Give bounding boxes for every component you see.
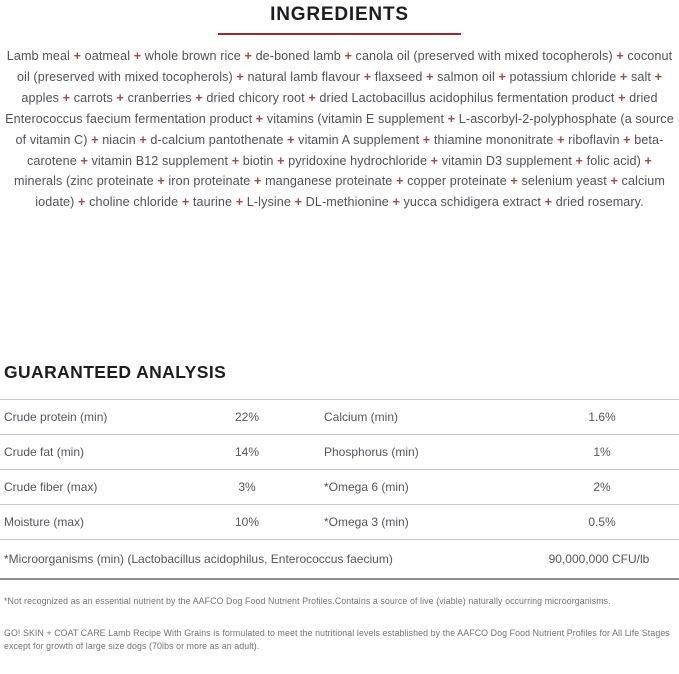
plus-separator: +	[254, 174, 262, 189]
nutrient-label: *Microorganisms (min) (Lactobacillus acidophilus, Enterococcus faecium)	[4, 552, 393, 567]
plus-separator: +	[557, 132, 565, 147]
nutrient-value: 14%	[234, 445, 260, 460]
plus-separator: +	[139, 132, 147, 147]
plus-separator: +	[654, 69, 663, 84]
plus-separator: +	[363, 69, 372, 84]
plus-separator: +	[181, 195, 190, 210]
plus-separator: +	[510, 174, 518, 189]
plus-separator: +	[619, 69, 628, 84]
plus-separator: +	[73, 49, 82, 63]
nutrient-label: Crude fat (min)	[4, 445, 85, 460]
nutrient-value: 0.5%	[588, 515, 616, 530]
plus-separator: +	[430, 153, 439, 168]
plus-separator: +	[610, 174, 618, 189]
plus-separator: +	[244, 49, 252, 63]
plus-separator: +	[91, 132, 99, 147]
plus-separator: +	[78, 195, 86, 210]
plus-separator: +	[308, 90, 316, 105]
ingredients-title: INGREDIENTS	[270, 4, 409, 25]
plus-separator: +	[575, 153, 584, 168]
plus-separator: +	[255, 111, 264, 126]
table-row	[0, 470, 679, 505]
plus-separator: +	[396, 174, 404, 189]
plus-separator: +	[287, 132, 295, 147]
guaranteed-analysis-table	[0, 399, 679, 580]
nutrient-label: Moisture (max)	[4, 515, 85, 530]
nutrient-value: 10%	[234, 515, 260, 530]
plus-separator: +	[133, 49, 142, 63]
guaranteed-analysis-title: GUARANTEED ANALYSIS	[4, 362, 227, 383]
plus-separator: +	[544, 195, 553, 210]
nutrient-footnote: *Not recognized as an essential nutrient by the AAFCO Dog Food Nutrient Profiles.Contains a source of live (viable) naturally occurring microorganisms.	[4, 596, 611, 607]
plus-separator: +	[422, 132, 431, 147]
table-row	[0, 505, 679, 540]
plus-separator: +	[62, 90, 71, 105]
plus-separator: +	[644, 153, 652, 168]
nutrient-value: 2%	[593, 480, 611, 495]
plus-separator: +	[80, 153, 88, 168]
table-row	[0, 400, 679, 435]
plus-separator: +	[236, 69, 244, 84]
plus-separator: +	[618, 90, 626, 105]
plus-separator: +	[157, 174, 165, 189]
aafco-statement: GO! SKIN + COAT CARE Lamb Recipe With Grains is formulated to meet the nutritional levels established by the AAFCO Dog Food Nutrient Profiles for All Life Stages except for growth of large size dogs (70lbs or more as an adult).	[4, 627, 670, 652]
nutrient-value: 90,000,000 CFU/lb	[548, 552, 650, 567]
plus-separator: +	[426, 69, 434, 84]
nutrient-label: *Omega 6 (min)	[324, 480, 409, 495]
plus-separator: +	[294, 195, 303, 210]
nutrient-label: Calcium (min)	[324, 410, 399, 425]
plus-separator: +	[616, 49, 624, 63]
nutrient-value: 22%	[234, 410, 260, 425]
nutrient-value: 1%	[593, 445, 611, 460]
plus-separator: +	[195, 90, 203, 105]
plus-separator: +	[447, 111, 456, 126]
accent-rule-divider	[218, 33, 461, 35]
ingredients-text: Lamb meal + oatmeal + whole brown rice + de-boned lamb + canola oil (preserved with mixed tocopherols) + coconut oil (preserved with mixed tocopherols) + natural lamb flavour + flaxseed + salmon oil + potassium chloride + salt + apples + carrots + cranberries + dried chicory root + dried Lactobacillus acidophilus fermentation product + dried Enterococcus faecium fermentation product + vitamins (vitamin E supplement + L-ascorbyl-2-polyphosphate (a source of vitamin C) + niacin + d-calcium pantothenate + vitamin A supplement + thiamine mononitrate + riboflavin + beta-carotene + vitamin B12 supplement + biotin + pyridoxine hydrochloride + vitamin D3 supplement + folic acid) + minerals (zinc proteinate + iron proteinate + manganese proteinate + copper proteinate + selenium yeast + calcium iodate) + choline chloride + taurine + L-lysine + DL-methionine + yucca schidigera extract + dried rosemary.	[5, 49, 674, 210]
plus-separator: +	[344, 49, 352, 63]
table-row-microorganisms	[0, 540, 679, 580]
plus-separator: +	[231, 153, 240, 168]
table-row	[0, 435, 679, 470]
nutrient-label: Phosphorus (min)	[324, 445, 419, 460]
plus-separator: +	[116, 90, 124, 105]
nutrient-value: 3%	[238, 480, 256, 495]
plus-separator: +	[392, 195, 400, 210]
plus-separator: +	[235, 195, 244, 210]
nutrient-label: *Omega 3 (min)	[324, 515, 409, 530]
nutrient-value: 1.6%	[588, 410, 616, 425]
plus-separator: +	[623, 132, 631, 147]
nutrient-label: Crude fiber (max)	[4, 480, 98, 495]
plus-separator: +	[498, 69, 506, 84]
nutrient-label: Crude protein (min)	[4, 410, 108, 425]
plus-separator: +	[277, 153, 285, 168]
